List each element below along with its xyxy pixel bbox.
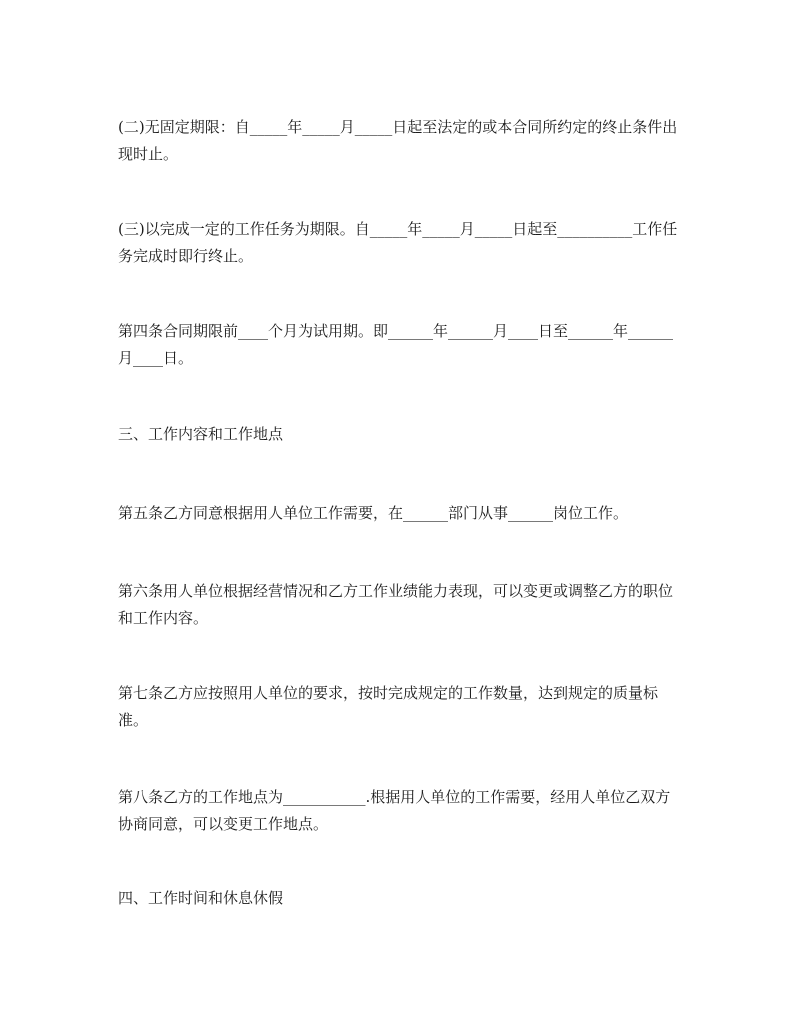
paragraph-indefinite-term: (二)无固定期限：自_____年_____月_____日起至法定的或本合同所约定的终止条件出现时止。 [118,118,678,163]
section-heading-work-content: 三、工作内容和工作地点 [118,425,284,443]
paragraph-article-6-position-change: 第六条用人单位根据经营情况和乙方工作业绩能力表现，可以变更或调整乙方的职位和工作内容。 [118,582,674,627]
paragraph-task-based-term: (三)以完成一定的工作任务为期限。自_____年_____月_____日起至__________工作任务完成时即行终止。 [118,220,678,265]
paragraph-article-7-work-quantity: 第七条乙方应按照用人单位的要求，按时完成规定的工作数量，达到规定的质量标准。 [118,684,659,729]
paragraph-article-4-probation: 第四条合同期限前____个月为试用期。即______年______月____日至______年______月____日。 [118,322,674,367]
paragraph-article-8-work-location: 第八条乙方的工作地点为___________.根据用人单位的工作需要，经用人单位乙双方协商同意，可以变更工作地点。 [118,788,671,833]
section-heading-working-hours: 四、工作时间和休息休假 [118,889,284,907]
paragraph-article-5-department: 第五条乙方同意根据用人单位工作需要，在______部门从事______岗位工作。 [118,504,629,522]
